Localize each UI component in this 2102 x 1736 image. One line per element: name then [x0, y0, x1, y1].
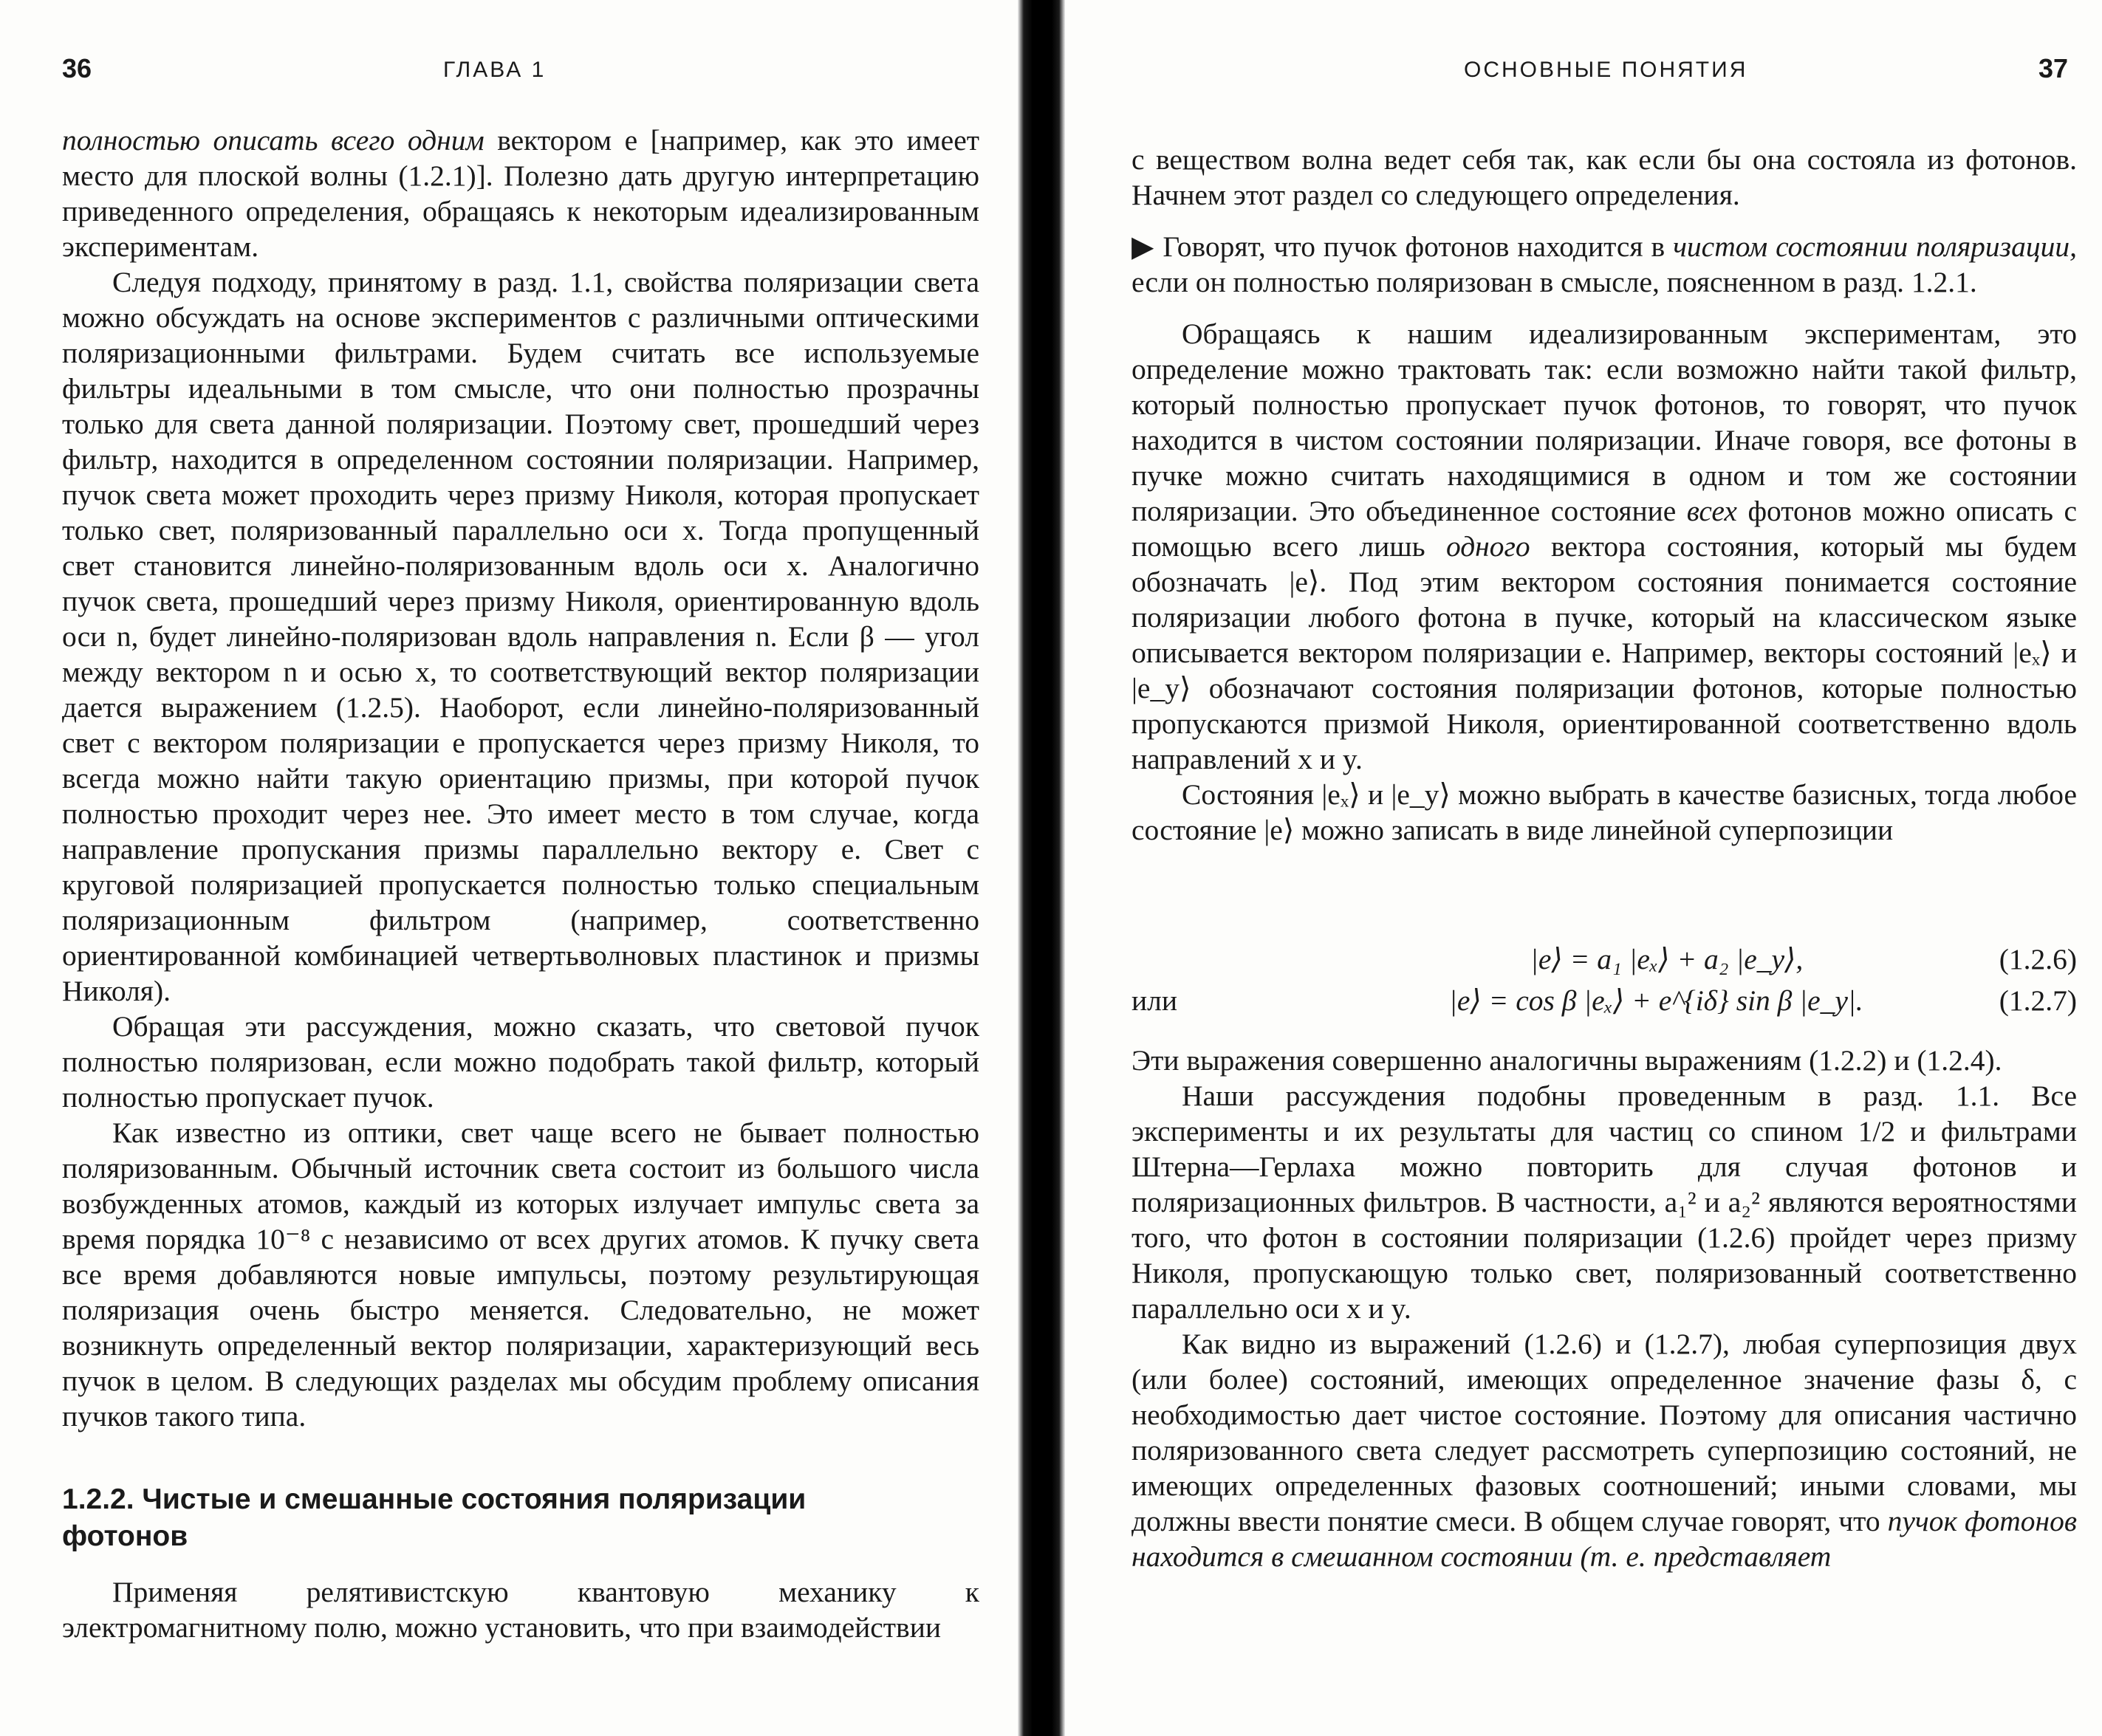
paragraph: Состояния |eₓ⟩ и |e_y⟩ можно выбрать в качестве базисных, тогда любое состояние |e⟩ можно записать в виде линейной суперпозиции — [1132, 778, 2077, 846]
page-number: 36 — [62, 53, 92, 83]
equation-1-2-7 — [1132, 984, 2077, 1019]
page-number: 37 — [2038, 53, 2069, 83]
equation-number: (1.2.6) — [1999, 943, 2077, 975]
body-text-bottom — [62, 1574, 979, 1645]
running-head: ГЛАВА 1 — [443, 58, 547, 82]
book-gutter — [1018, 0, 1065, 1736]
body-text — [62, 123, 979, 1434]
equation-1-2-6 — [1132, 942, 2077, 978]
left-page — [0, 0, 1018, 1736]
equation-connector: или — [1132, 984, 1177, 1017]
right-page — [1065, 0, 2102, 1736]
equation-number: (1.2.7) — [1999, 984, 2077, 1017]
body-text-lower — [1132, 1043, 2077, 1574]
paragraph: Как известно из оптики, свет чаще всего не бывает полностью поляризованным. Обычный источник света состоит из большого числа возбужденных атомов, каждый из которых излучает импульс света за время порядка 10⁻⁸ с независимо от всех других атомов. К пучку света все время добавляются новые импульсы, поэтому результирующая поляризация очень быстро меняется. Следовательно, не может возникнуть определенный вектор поляризации, характеризующий весь пучок в целом. В следующих разделах мы обсудим проблему описания пучков такого типа. — [62, 1116, 979, 1433]
equation-formula: |e⟩ = cos β |eₓ⟩ + e^{iδ} sin β |e_y|. — [1449, 984, 1863, 1017]
italic-phrase: полностью описать всего одним — [62, 124, 485, 157]
paragraph: Обращаясь к нашим идеализированным экспериментам, это определение можно трактовать так: если возможно найти такой фильтр, который полностью пропускает пучок фотонов, то говорят, что пучок находится в чистом состоянии поляризации. Иначе говоря, все фотоны в пучке можно считать находящимися в одном и том же состоянии поляризации. Это объединенное состояние всех фотонов можно описать с помощью всего лишь одного вектора состояния, который мы будем обозначать |e⟩. Под этим вектором состояния понимается состояние поляризации любого фотона в пучке, который на классическом языке описывается вектором поляризации e. Например, векторы состояний |eₓ⟩ и |e_y⟩ обозначают состояния поляризации фотонов, которые полностью пропускаются призмой Николя, ориентированной соответственно вдоль направлений x и y. — [1132, 318, 2077, 775]
paragraph: Наши рассуждения подобны проведенным в разд. 1.1. Все эксперименты и их результаты для частиц со спином 1/2 и фильтрами Штерна—Герлаха можно повторить для случая фотонов и поляризационных фильтров. В частности, a₁² и a₂² являются вероятностями того, что фотон в состоянии поляризации (1.2.6) пройдет через призму Николя, пропускающую только свет, поляризованный соответственно параллельно оси x и y. — [1132, 1080, 2077, 1325]
running-head: ОСНОВНЫЕ ПОНЯТИЯ — [1464, 58, 1748, 82]
paragraph: Эти выражения совершенно аналогичны выражениям (1.2.2) и (1.2.4). — [1132, 1044, 2002, 1077]
paragraph: Как видно из выражений (1.2.6) и (1.2.7), любая суперпозиция двух (или более) состояний, имеющих определенное значение фазы δ, с необходимостью дает чистое состояние. Поэтому для описания частично поляризованного света следует рассмотреть суперпозицию состояний, не имеющих определенных фазовых соотношений; иными словами, мы должны ввести понятие смеси. В общем случае говорят, что пучок фотонов находится в смешанном состоянии (т. е. представляет — [1132, 1328, 2077, 1573]
paragraph: Обращая эти рассуждения, можно сказать, что световой пучок полностью поляризован, если можно подобрать такой фильтр, который полностью пропускает пучок. — [62, 1010, 979, 1114]
paragraph: Следуя подходу, принятому в разд. 1.1, свойства поляризации света можно обсуждать на основе экспериментов с различными оптическими поляризационными фильтрами. Будем считать все используемые фильтры идеальными в том смысле, что они полностью прозрачны только для света данной поляризации. Поэтому свет, прошедший через фильтр, находится в определенном состоянии поляризации. Например, пучок света может проходить через призму Николя, которая пропускает только свет, поляризованный параллельно оси x. Тогда пропущенный свет становится линейно-поляризованным вдоль оси x. Аналогично пучок света, прошедший через призму Николя, ориентированную вдоль оси n, будет линейно-поляризован вдоль направления n. Если β — угол между вектором n и осью x, то соответствующий вектор поляризации дается выражением (1.2.5). Наоборот, если линейно-поляризованный свет с вектором поляризации e пропускается через призму Николя, то всегда можно найти такую ориентацию призмы, при которой пучок полностью проходит через нее. Это имеет место в том случае, когда направление пропускания призмы параллельно вектору e. Свет с круговой поляризацией пропускается полностью только специальным поляризационным фильтром (например, соответственно ориентированной комбинацией четвертьволновых пластинок и призмы Николя). — [62, 266, 979, 1007]
equation-formula: |e⟩ = a₁ |eₓ⟩ + a₂ |e_y⟩, — [1530, 943, 1804, 975]
paragraph: Применяя релятивистскую квантовую механику к электромагнитному полю, можно установить, что при взаимодействии — [62, 1576, 979, 1644]
triangle-marker-icon: ▶ — [1132, 230, 1155, 263]
paragraph: полностью описать всего одним вектором e [например, как это имеет место для плоской волны (1.2.1)]. Полезно дать другую интерпретацию приведенного определения, обращаясь к некоторым идеализированным экспериментам. — [62, 124, 979, 263]
definition-paragraph: ▶ Говорят, что пучок фотонов находится в чистом состоянии поляризации, если он полностью поляризован в смысле, поясненном в разд. 1.2.1. — [1132, 230, 2077, 298]
paragraph: с веществом волна ведет себя так, как если бы она состояла из фотонов. Начнем этот раздел со следующего определения. — [1132, 143, 2077, 211]
body-text — [1132, 142, 2077, 848]
section-heading: 1.2.2. Чистые и смешанные состояния поляризации фотонов — [62, 1483, 807, 1552]
